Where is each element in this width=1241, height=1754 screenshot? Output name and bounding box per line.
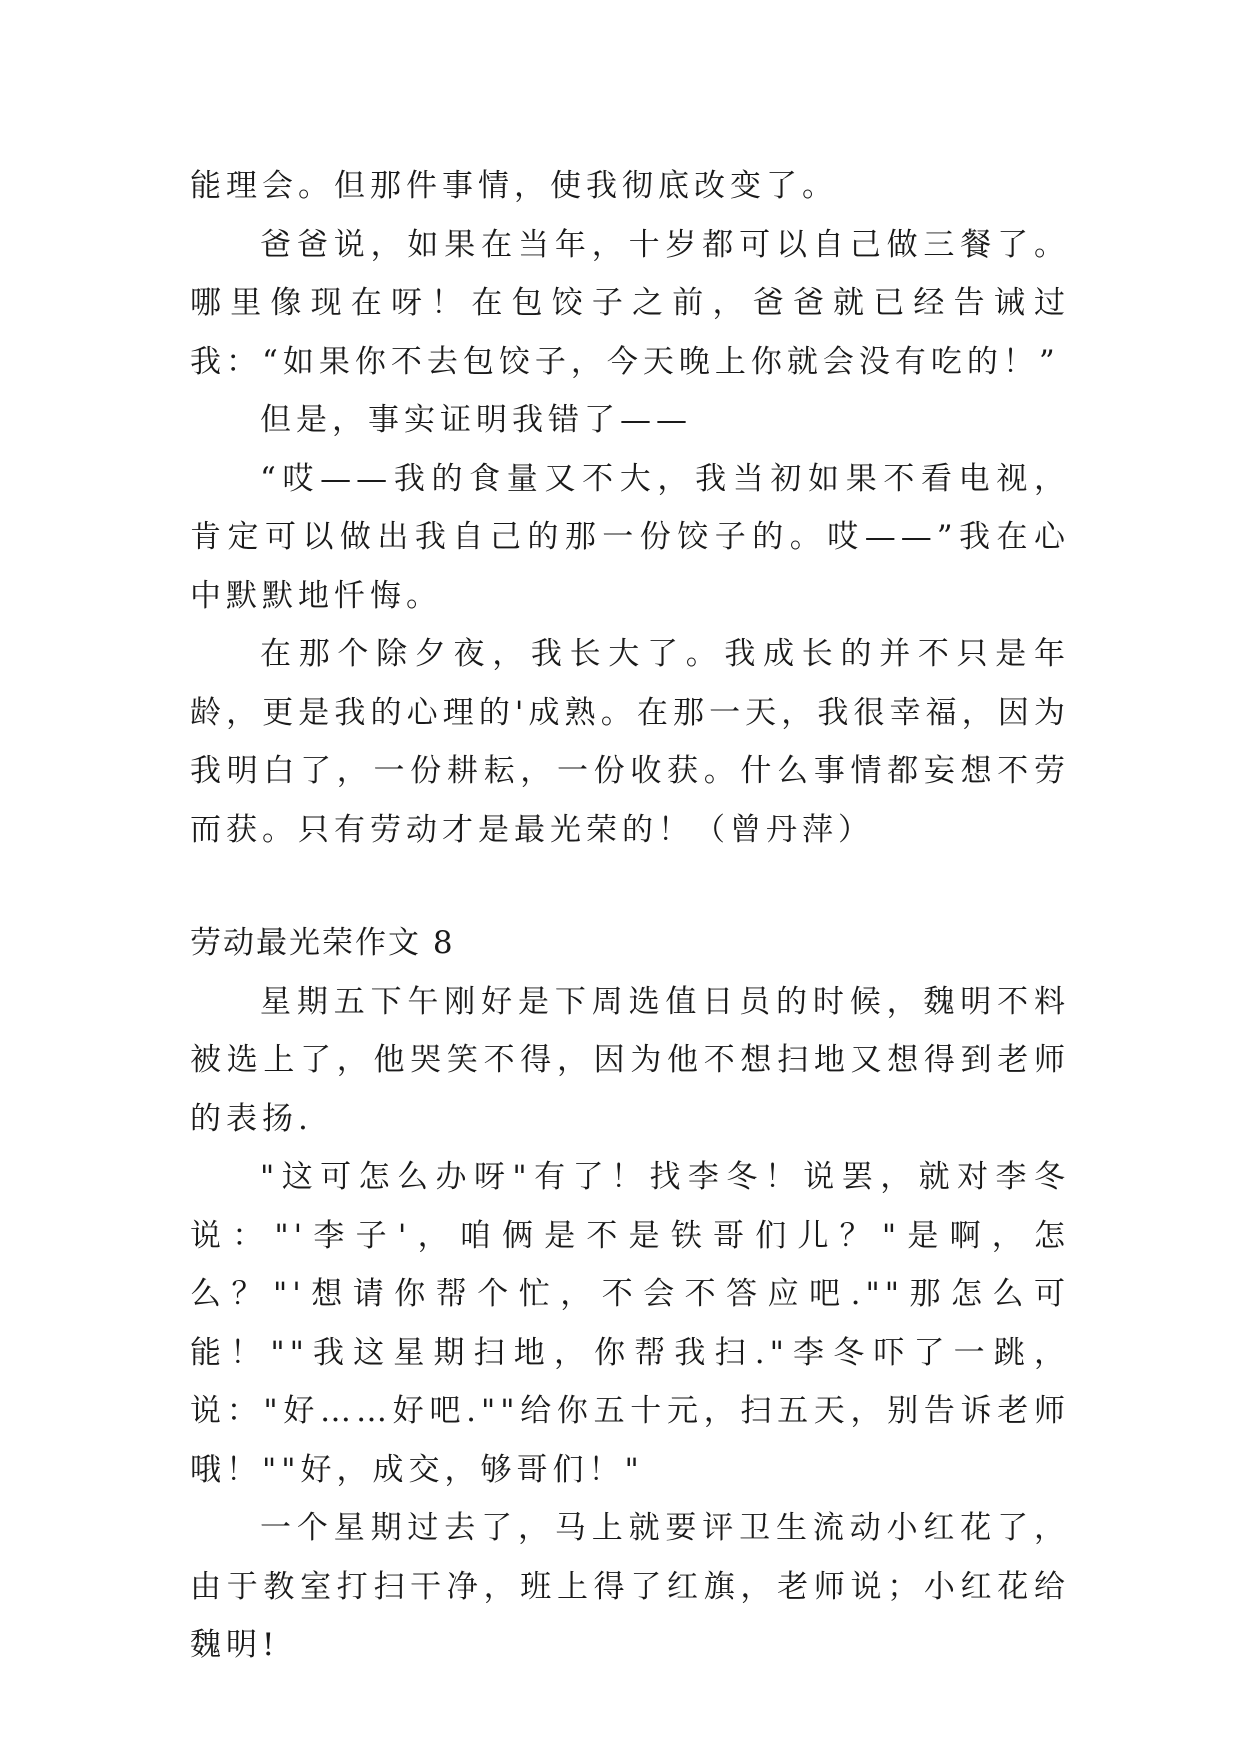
paragraph: 一个星期过去了，马上就要评卫生流动小红花了，由于教室打扫干净，班上得了红旗，老师说；小红花给魏明!	[190, 1510, 1070, 1663]
paragraph: 爸爸说，如果在当年，十岁都可以自己做三餐了。哪里像现在呀！在包饺子之前，爸爸就已经告诫过我：“如果你不去包饺子，今天晚上你就会没有吃的！”	[190, 226, 1070, 380]
paragraph: 能理会。但那件事情，使我彻底改变了。	[190, 168, 838, 204]
paragraph: “哎——我的食量又不大，我当初如果不看电视，肯定可以做出我自己的那一份饺子的。哎——”我在心中默默地忏悔。	[190, 460, 1070, 614]
paragraph: 星期五下午刚好是下周选值日员的时候，魏明不料被选上了，他哭笑不得，因为他不想扫地又想得到老师的表扬.	[190, 983, 1070, 1137]
paragraph: 但是，事实证明我错了——	[260, 402, 692, 438]
essay-section-2	[190, 914, 1070, 1675]
essay-section-1	[190, 157, 1070, 859]
section-title: 劳动最光荣作文 8	[190, 925, 455, 961]
paragraph: "这可怎么办呀"有了！找李冬！说罢，就对李冬说："'李子'，咱俩是不是铁哥们儿？"是啊，怎么？"'想请你帮个忙，不会不答应吧.""那怎么可能！""我这星期扫地，你帮我扫."李冬吓了一跳，说："好……好吧.""给你五十元，扫五天，别告诉老师哦！""好，成交，够哥们！"	[190, 1159, 1070, 1488]
paragraph: 在那个除夕夜，我长大了。我成长的并不只是年龄，更是我的心理的'成熟。在那一天，我很幸福，因为我明白了，一份耕耘，一份收获。什么事情都妄想不劳而获。只有劳动才是最光荣的！（曾丹萍）	[190, 636, 1070, 848]
